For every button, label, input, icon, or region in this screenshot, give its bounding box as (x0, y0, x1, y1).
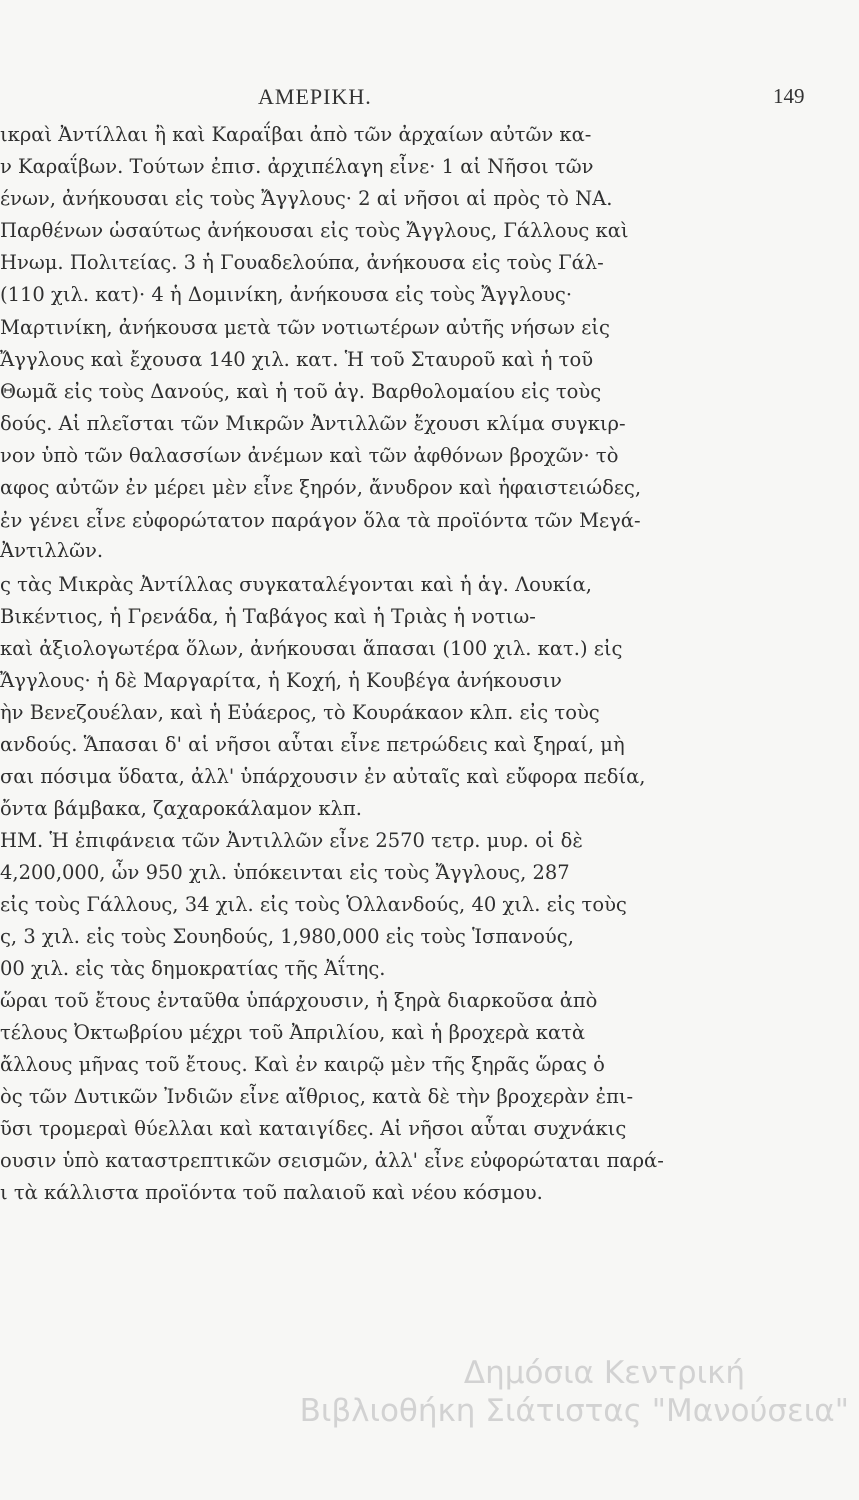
text-line: ῦσι τρομεραὶ θύελλαι καὶ καταιγίδες. Αἱ νῆσοι αὗται συχνάκις (0, 1117, 627, 1140)
page-header (0, 84, 859, 114)
text-line: 4,200,000, ὧν 950 χιλ. ὑπόκεινται εἰς τοὺς Ἄγγλους, 287 (0, 861, 570, 884)
text-line: Βικέντιος, ἡ Γρενάδα, ἡ Ταβάγος καὶ ἡ Τριὰς ἡ νοτιω- (0, 605, 536, 628)
text-line: ικραὶ Ἀντίλλαι ἢ καὶ Καραΐβαι ἀπὸ τῶν ἀρχαίων αὐτῶν κα- (0, 123, 592, 146)
text-line: Ἄγγλους· ἡ δὲ Μαργαρίτα, ἡ Κοχή, ἡ Κουβέγα ἀνήκουσιν (0, 669, 562, 692)
text-line: ς, 3 χιλ. εἰς τοὺς Σουηδούς, 1,980,000 εἰς τοὺς Ἱσπανούς, (0, 925, 574, 948)
text-line: ν Καραΐβων. Τούτων ἐπισ. ἀρχιπέλαγη εἶνε· 1 αἱ Νῆσοι τῶν (0, 155, 594, 178)
text-line: Ἀντιλλῶν. (0, 539, 104, 562)
text-line: ἄλλους μῆνας τοῦ ἔτους. Καὶ ἐν καιρῷ μὲν τῆς ξηρᾶς ὥρας ὁ (0, 1053, 605, 1076)
text-line: (110 χιλ. κατ)· 4 ἡ Δομινίκη, ἀνήκουσα εἰς τοὺς Ἄγγλους· (0, 283, 573, 306)
text-line: ένων, ἀνήκουσαι εἰς τοὺς Ἄγγλους· 2 αἱ νῆσοι αἱ πρὸς τὸ ΝΑ. (0, 187, 613, 210)
text-line: νον ὑπὸ τῶν θαλασσίων ἀνέμων καὶ τῶν ἀφθόνων βροχῶν· τὸ (0, 444, 619, 467)
running-title: ΑΜΕΡΙΚΗ. (258, 84, 372, 109)
text-line: καὶ ἀξιολογωτέρα ὅλων, ἀνήκουσαι ἅπασαι (100 χιλ. κατ.) εἰς (0, 637, 623, 660)
text-line: Ηνωμ. Πολιτείας. 3 ἡ Γουαδελούπα, ἀνήκουσα εἰς τοὺς Γάλ- (0, 251, 604, 274)
text-line: ανδούς. Ἅπασαι δ' αἱ νῆσοι αὗται εἶνε πετρώδεις καὶ ξηραί, μὴ (0, 733, 625, 756)
text-line: Ἄγγλους καὶ ἔχουσα 140 χιλ. κατ. Ἡ τοῦ Σταυροῦ καὶ ἡ τοῦ (0, 348, 594, 371)
text-line: 00 χιλ. εἰς τὰς δημοκρατίας τῆς Ἀΐτης. (0, 957, 386, 980)
text-line: ΗΜ. Ἡ ἐπιφάνεια τῶν Ἀντιλλῶν εἶνε 2570 τετρ. μυρ. οἱ δὲ (0, 829, 583, 852)
text-line: τέλους Ὀκτωβρίου μέχρι τοῦ Ἀπριλίου, καὶ ἡ βροχερὰ κατὰ (0, 1021, 586, 1044)
text-line: εἰς τοὺς Γάλλους, 34 χιλ. εἰς τοὺς Ὁλλανδούς, 40 χιλ. εἰς τοὺς (0, 893, 627, 916)
text-line: δούς. Αἱ πλεῖσται τῶν Μικρῶν Ἀντιλλῶν ἔχουσι κλίμα συγκιρ- (0, 412, 626, 435)
text-line: ὥραι τοῦ ἔτους ἐνταῦθα ὑπάρχουσιν, ἡ ξηρὰ διαρκοῦσα ἀπὸ (0, 989, 598, 1012)
text-line: Μαρτινίκη, ἀνήκουσα μετὰ τῶν νοτιωτέρων αὐτῆς νήσων εἰς (0, 316, 610, 339)
text-line: σαι πόσιμα ὕδατα, ἀλλ' ὑπάρχουσιν ἐν αὐταῖς καὶ εὔφορα πεδία, (0, 765, 646, 788)
text-line: αφος αὐτῶν ἐν μέρει μὲν εἶνε ξηρόν, ἄνυδρον καὶ ἡφαιστειώδες, (0, 476, 642, 499)
library-watermark-line1: Δημόσια Κεντρική (463, 1355, 745, 1391)
text-line: ὴν Βενεζουέλαν, καὶ ἡ Εὐάερος, τὸ Κουράκαον κλπ. εἰς τοὺς (0, 701, 600, 724)
text-line: ι τὰ κάλλιστα προϊόντα τοῦ παλαιοῦ καὶ νέου κόσμου. (0, 1181, 543, 1204)
text-line: ς τὰς Μικρὰς Ἀντίλλας συγκαταλέγονται καὶ ἡ ἁγ. Λουκία, (0, 573, 592, 596)
text-line: Παρθένων ὡσαύτως ἀνήκουσαι εἰς τοὺς Ἄγγλους, Γάλλους καὶ (0, 219, 629, 242)
text-line: ἐν γένει εἶνε εὐφορώτατον παράγον ὅλα τὰ προϊόντα τῶν Μεγά- (0, 509, 641, 532)
text-line: ὄντα βάμβακα, ζαχαροκάλαμον κλπ. (0, 797, 362, 820)
text-line: Θωμᾶ εἰς τοὺς Δανούς, καὶ ἡ τοῦ ἁγ. Βαρθολομαίου εἰς τοὺς (0, 380, 602, 403)
text-line: ὸς τῶν Δυτικῶν Ἰνδιῶν εἶνε αἴθριος, κατὰ δὲ τὴν βροχερὰν ἐπι- (0, 1085, 634, 1108)
page-number: 149 (773, 84, 805, 108)
library-watermark-line2: Βιβλιοθήκη Σιάτιστας "Μανούσεια" (299, 1393, 849, 1429)
text-line: ουσιν ὑπὸ καταστρεπτικῶν σεισμῶν, ἀλλ' εἶνε εὐφορώταται παρά- (0, 1149, 664, 1172)
